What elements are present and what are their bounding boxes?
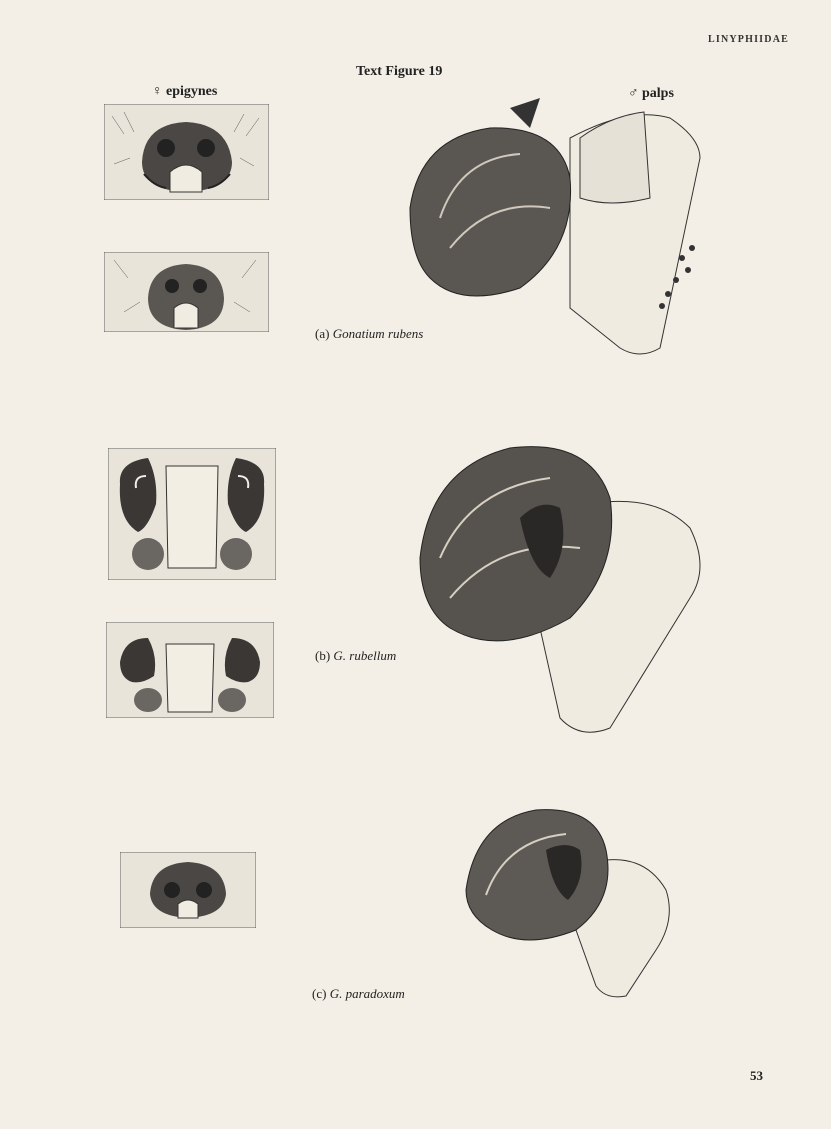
caption-a-prefix: (a): [315, 326, 330, 341]
palp-a: [400, 98, 730, 358]
epigyne-b-upper: [108, 448, 276, 580]
epigyne-a-lower: [104, 252, 269, 332]
epigyne-c: [120, 852, 256, 928]
running-head: LINYPHIIDAE: [708, 34, 789, 45]
palp-c: [456, 800, 686, 1000]
page-number: 53: [750, 1068, 763, 1083]
caption-c-prefix: (c): [312, 986, 327, 1001]
caption-c-name: G. paradoxum: [329, 986, 405, 1001]
caption-c: [312, 986, 405, 1002]
epigyne-b-lower: [106, 622, 274, 718]
caption-b-prefix: (b): [315, 648, 331, 663]
caption-b: [315, 648, 396, 664]
figure-title: Text Figure 19: [356, 64, 443, 79]
palp-b: [410, 428, 720, 740]
caption-a: [315, 326, 423, 342]
caption-b-name: G. rubellum: [333, 648, 397, 663]
caption-a-name: Gonatium rubens: [332, 326, 424, 341]
palps-label: ♂ palps: [628, 86, 674, 101]
epigyne-a-upper: [104, 104, 269, 200]
epigynes-label: ♀ epigynes: [152, 84, 218, 99]
